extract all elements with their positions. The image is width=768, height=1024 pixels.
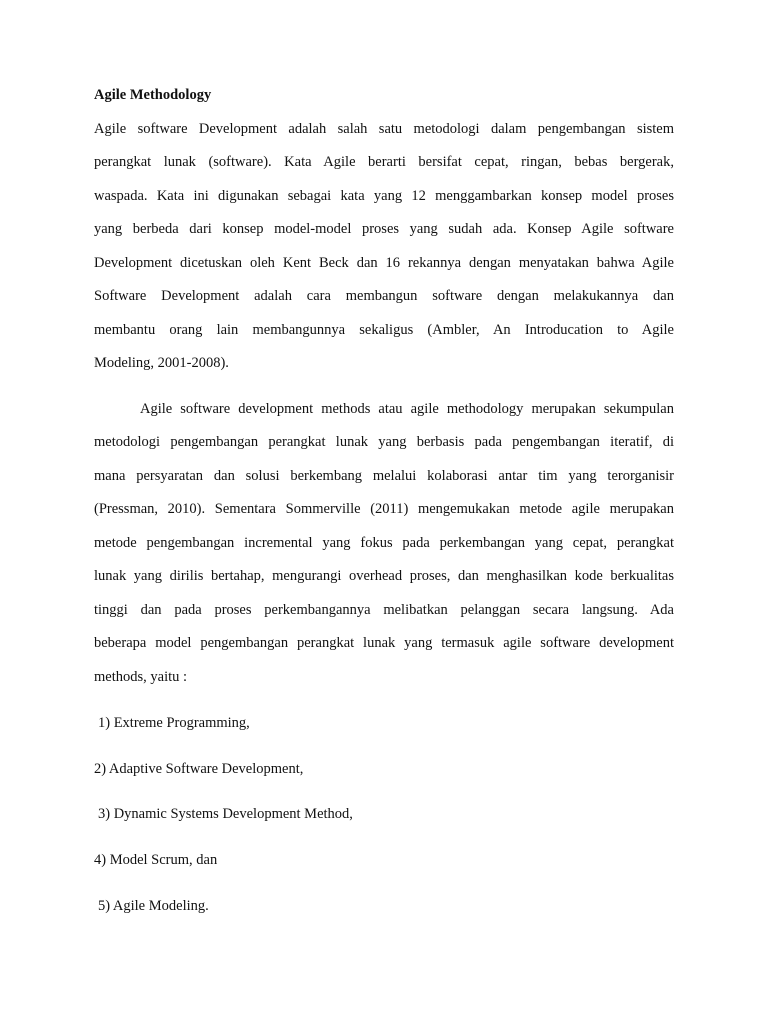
list-item: 3) Dynamic Systems Development Method, xyxy=(98,806,353,822)
paragraph2-line: Agile software development methods atau agile methodology merupakan sekumpulan xyxy=(140,401,674,417)
paragraph1-line: membantu orang lain membangunnya sekaligus (Ambler, An Introducation to Agile xyxy=(94,322,674,338)
list-item: 5) Agile Modeling. xyxy=(98,898,209,914)
paragraph1-line: Modeling, 2001-2008). xyxy=(94,355,229,371)
paragraph2-line: methods, yaitu : xyxy=(94,669,188,685)
paragraph1-line: perangkat lunak (software). Kata Agile berarti bersifat cepat, ringan, bebas bergerak, xyxy=(94,154,674,170)
paragraph1-line: waspada. Kata ini digunakan sebagai kata yang 12 menggambarkan konsep model proses xyxy=(94,188,674,204)
paragraph1-line: Software Development adalah cara membangun software dengan melakukannya dan xyxy=(94,288,674,304)
paragraph2-line: metodologi pengembangan perangkat lunak yang berbasis pada pengembangan iteratif, di xyxy=(94,434,674,450)
document-title: Agile Methodology xyxy=(94,87,212,103)
paragraph2-line: (Pressman, 2010). Sementara Sommerville (2011) mengemukakan metode agile merupakan xyxy=(94,501,674,517)
list-item: 4) Model Scrum, dan xyxy=(94,852,218,868)
paragraph2-line: metode pengembangan incremental yang fokus pada perkembangan yang cepat, perangkat xyxy=(94,535,674,551)
paragraph1-line: Agile software Development adalah salah satu metodologi dalam pengembangan sistem xyxy=(94,121,674,137)
paragraph1-line: Development dicetuskan oleh Kent Beck dan 16 rekannya dengan menyatakan bahwa Agile xyxy=(94,255,674,271)
paragraph2-line: tinggi dan pada proses perkembangannya melibatkan pelanggan secara langsung. Ada xyxy=(94,602,674,618)
list-item: 1) Extreme Programming, xyxy=(98,715,250,731)
paragraph2-line: lunak yang dirilis bertahap, mengurangi overhead proses, dan menghasilkan kode berkualitas xyxy=(94,568,674,584)
paragraph2-line: mana persyaratan dan solusi berkembang melalui kolaborasi antar tim yang terorganisir xyxy=(94,468,674,484)
paragraph1-line: yang berbeda dari konsep model-model proses yang sudah ada. Konsep Agile software xyxy=(94,221,674,237)
paragraph2-line: beberapa model pengembangan perangkat lunak yang termasuk agile software development xyxy=(94,635,674,651)
list-item: 2) Adaptive Software Development, xyxy=(94,761,304,777)
